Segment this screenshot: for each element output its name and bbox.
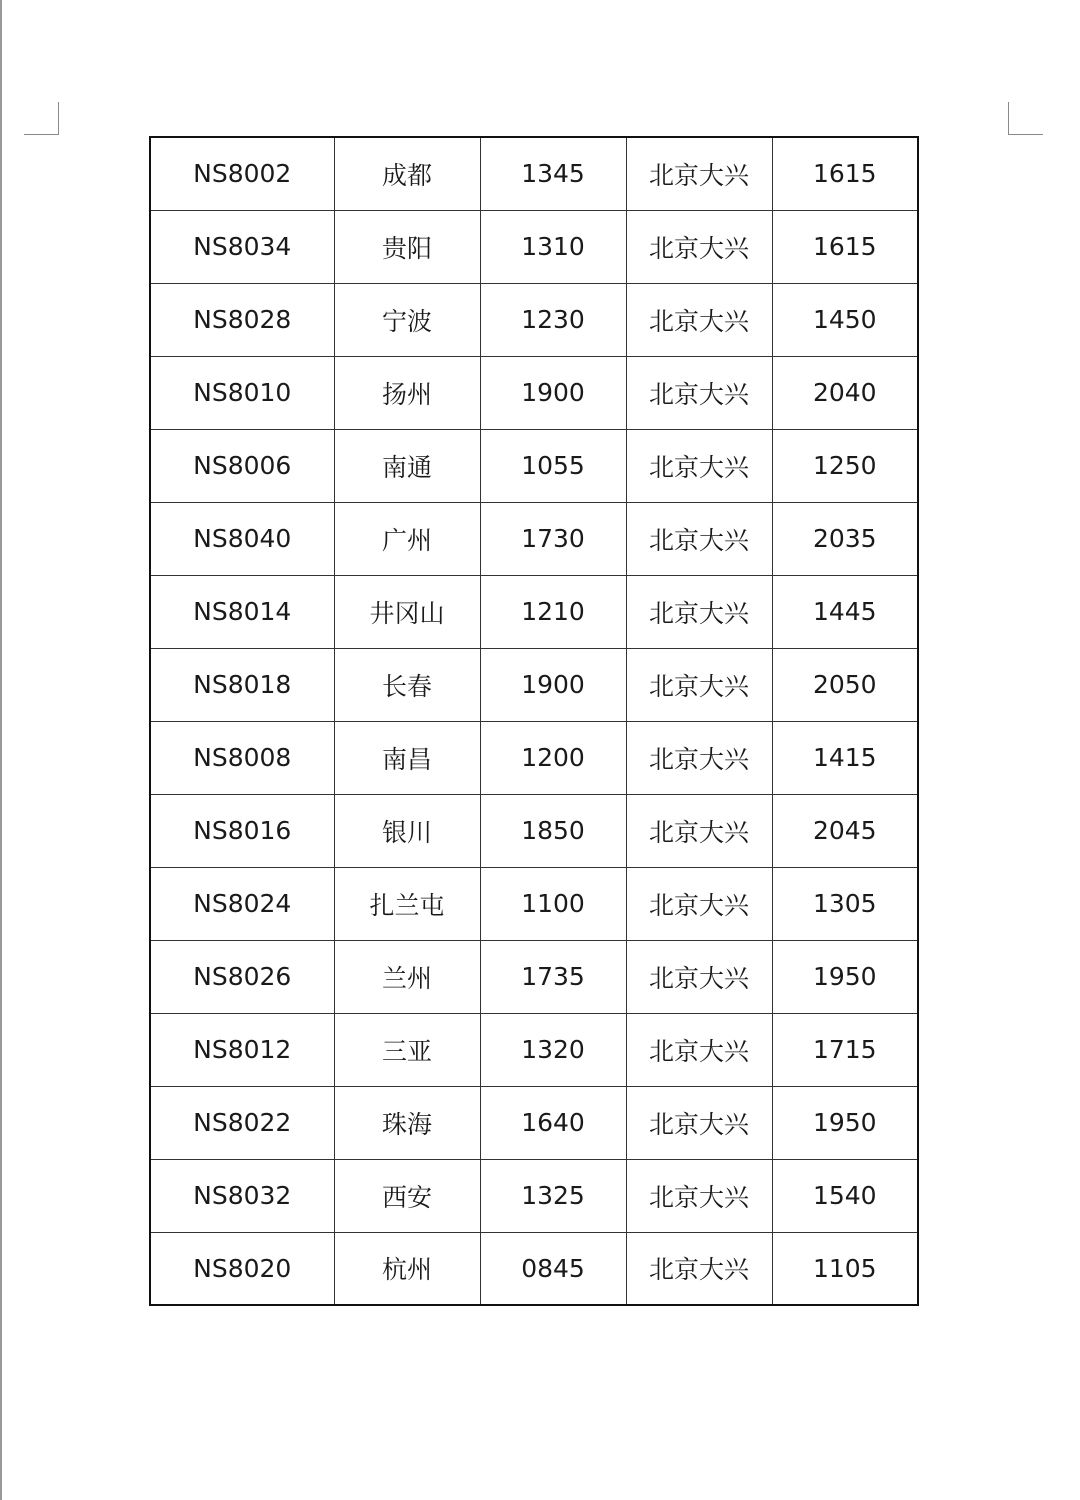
arrival-time-cell: 1540 (772, 1159, 918, 1232)
destination-cell: 北京大兴 (626, 575, 772, 648)
arrival-time-cell: 2040 (772, 356, 918, 429)
origin-city-cell: 扎兰屯 (334, 867, 480, 940)
departure-time-cell: 0845 (480, 1232, 626, 1305)
arrival-time-cell: 1305 (772, 867, 918, 940)
table-row (150, 356, 918, 429)
arrival-time-cell: 1615 (772, 137, 918, 210)
destination-cell: 北京大兴 (626, 429, 772, 502)
flight-number-cell: NS8002 (150, 137, 334, 210)
table-row (150, 502, 918, 575)
table-row (150, 940, 918, 1013)
flight-number-cell: NS8006 (150, 429, 334, 502)
table-row (150, 1086, 918, 1159)
arrival-time-cell: 2045 (772, 794, 918, 867)
origin-city-cell: 宁波 (334, 283, 480, 356)
arrival-time-cell: 1950 (772, 940, 918, 1013)
flight-number-cell: NS8018 (150, 648, 334, 721)
flight-number-cell: NS8040 (150, 502, 334, 575)
flight-number-cell: NS8032 (150, 1159, 334, 1232)
arrival-time-cell: 1450 (772, 283, 918, 356)
table-row (150, 648, 918, 721)
origin-city-cell: 南昌 (334, 721, 480, 794)
destination-cell: 北京大兴 (626, 356, 772, 429)
destination-cell: 北京大兴 (626, 648, 772, 721)
flight-number-cell: NS8024 (150, 867, 334, 940)
origin-city-cell: 贵阳 (334, 210, 480, 283)
departure-time-cell: 1850 (480, 794, 626, 867)
arrival-time-cell: 1715 (772, 1013, 918, 1086)
destination-cell: 北京大兴 (626, 502, 772, 575)
departure-time-cell: 1200 (480, 721, 626, 794)
origin-city-cell: 扬州 (334, 356, 480, 429)
origin-city-cell: 南通 (334, 429, 480, 502)
origin-city-cell: 兰州 (334, 940, 480, 1013)
origin-city-cell: 长春 (334, 648, 480, 721)
departure-time-cell: 1900 (480, 356, 626, 429)
departure-time-cell: 1730 (480, 502, 626, 575)
departure-time-cell: 1345 (480, 137, 626, 210)
arrival-time-cell: 1950 (772, 1086, 918, 1159)
arrival-time-cell: 2050 (772, 648, 918, 721)
departure-time-cell: 1055 (480, 429, 626, 502)
arrival-time-cell: 1415 (772, 721, 918, 794)
table-row (150, 283, 918, 356)
arrival-time-cell: 1105 (772, 1232, 918, 1305)
origin-city-cell: 三亚 (334, 1013, 480, 1086)
destination-cell: 北京大兴 (626, 1013, 772, 1086)
table-row (150, 210, 918, 283)
flight-number-cell: NS8020 (150, 1232, 334, 1305)
page-edge-rule (0, 0, 2, 1500)
arrival-time-cell: 1615 (772, 210, 918, 283)
table-row (150, 867, 918, 940)
destination-cell: 北京大兴 (626, 137, 772, 210)
table-row (150, 794, 918, 867)
table-row (150, 1232, 918, 1305)
destination-cell: 北京大兴 (626, 283, 772, 356)
arrival-time-cell: 1445 (772, 575, 918, 648)
departure-time-cell: 1210 (480, 575, 626, 648)
flight-number-cell: NS8016 (150, 794, 334, 867)
crop-mark-top-right (1008, 102, 1043, 135)
arrival-time-cell: 2035 (772, 502, 918, 575)
flight-number-cell: NS8008 (150, 721, 334, 794)
destination-cell: 北京大兴 (626, 721, 772, 794)
departure-time-cell: 1640 (480, 1086, 626, 1159)
departure-time-cell: 1320 (480, 1013, 626, 1086)
crop-mark-top-left (24, 102, 59, 135)
origin-city-cell: 银川 (334, 794, 480, 867)
flight-number-cell: NS8014 (150, 575, 334, 648)
table-row (150, 575, 918, 648)
table-row (150, 1159, 918, 1232)
departure-time-cell: 1325 (480, 1159, 626, 1232)
flight-number-cell: NS8012 (150, 1013, 334, 1086)
arrival-time-cell: 1250 (772, 429, 918, 502)
origin-city-cell: 井冈山 (334, 575, 480, 648)
destination-cell: 北京大兴 (626, 210, 772, 283)
table-row (150, 1013, 918, 1086)
flight-number-cell: NS8026 (150, 940, 334, 1013)
flight-number-cell: NS8022 (150, 1086, 334, 1159)
flight-number-cell: NS8028 (150, 283, 334, 356)
origin-city-cell: 成都 (334, 137, 480, 210)
departure-time-cell: 1310 (480, 210, 626, 283)
origin-city-cell: 西安 (334, 1159, 480, 1232)
origin-city-cell: 杭州 (334, 1232, 480, 1305)
departure-time-cell: 1735 (480, 940, 626, 1013)
flight-number-cell: NS8034 (150, 210, 334, 283)
destination-cell: 北京大兴 (626, 1159, 772, 1232)
destination-cell: 北京大兴 (626, 940, 772, 1013)
origin-city-cell: 广州 (334, 502, 480, 575)
flight-number-cell: NS8010 (150, 356, 334, 429)
destination-cell: 北京大兴 (626, 867, 772, 940)
departure-time-cell: 1900 (480, 648, 626, 721)
destination-cell: 北京大兴 (626, 1232, 772, 1305)
departure-time-cell: 1100 (480, 867, 626, 940)
destination-cell: 北京大兴 (626, 1086, 772, 1159)
table-row (150, 721, 918, 794)
departure-time-cell: 1230 (480, 283, 626, 356)
flight-table-body (150, 137, 918, 1305)
origin-city-cell: 珠海 (334, 1086, 480, 1159)
destination-cell: 北京大兴 (626, 794, 772, 867)
flight-schedule-table (149, 136, 919, 1306)
table-row (150, 429, 918, 502)
table-row (150, 137, 918, 210)
